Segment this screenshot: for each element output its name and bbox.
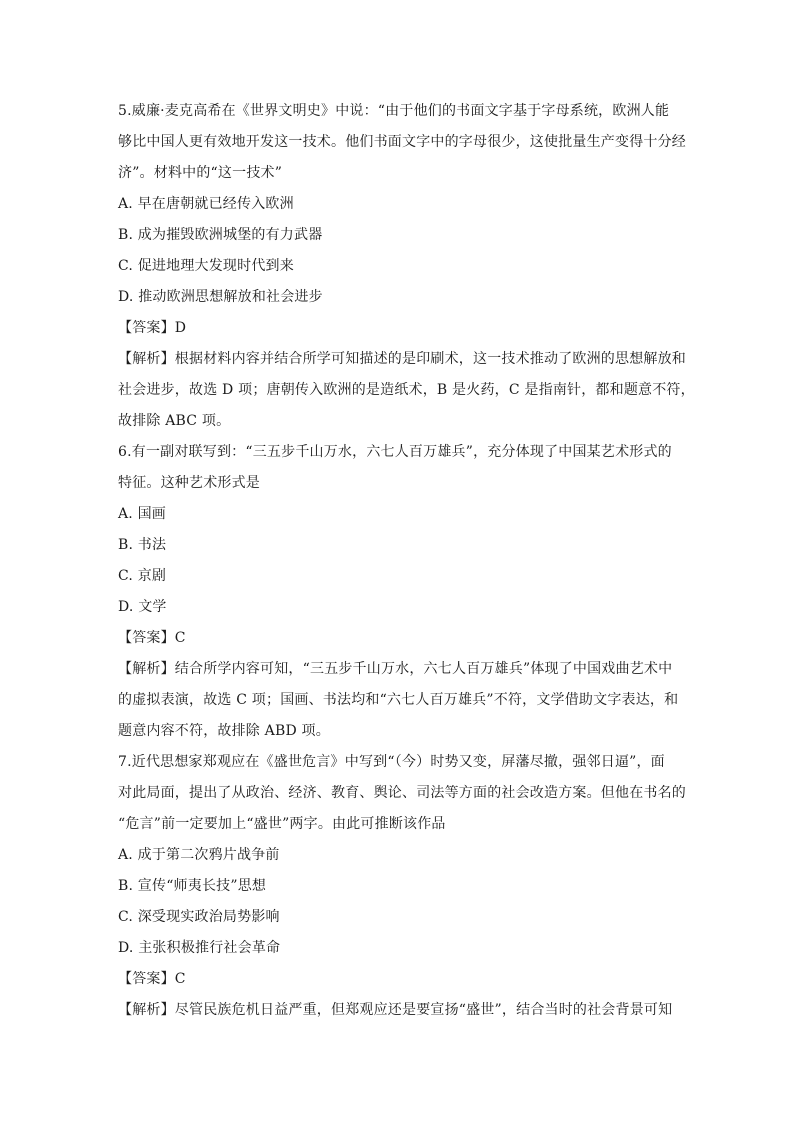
option-b: B. 书法	[118, 537, 167, 553]
option-a: A. 早在唐朝就已经传入欧洲	[118, 196, 294, 212]
option-a: A. 成于第二次鸦片战争前	[118, 847, 280, 863]
question-stem-line: 够比中国人更有效地开发这一技术。他们书面文字中的字母很少，这使批量生产变得十分经	[118, 134, 686, 150]
question-7	[118, 747, 686, 1026]
analysis-line: 【解析】结合所学内容可知，“三五步千山万水，六七人百万雄兵”体现了中国戏曲艺术中	[118, 661, 673, 677]
question-5	[118, 96, 695, 437]
analysis-line: 故排除 ABC 项。	[118, 413, 231, 429]
answer-line: 【答案】D	[118, 320, 187, 336]
option-d: D. 推动欧洲思想解放和社会进步	[118, 289, 323, 305]
question-stem-line: 对此局面，提出了从政治、经济、教育、舆论、司法等方面的社会改造方案。但他在书名的	[118, 785, 686, 801]
analysis-line: 【解析】根据材料内容并结合所学可知描述的是印刷术，这一技术推动了欧洲的思想解放和	[118, 351, 686, 367]
document-page	[118, 96, 695, 1026]
option-b: B. 宣传“师夷长技”思想	[118, 878, 267, 894]
question-stem-line: 7.近代思想家郑观应在《盛世危言》中写到“（今）时势又变，屏藩尽撤，强邻日逼”，面	[118, 754, 665, 770]
option-b: B. 成为摧毁欧洲城堡的有力武器	[118, 227, 323, 243]
question-6	[118, 437, 678, 747]
option-a: A. 国画	[118, 506, 167, 522]
question-stem-line: 5.威廉·麦克高希在《世界文明史》中说：“由于他们的书面文字基于字母系统，欧洲人能	[118, 103, 670, 119]
question-stem-line: “危言”前一定要加上“盛世”两字。由此可推断该作品	[118, 816, 446, 832]
analysis-line: 【解析】尽管民族危机日益严重，但郑观应还是要宣扬“盛世”，结合当时的社会背景可知	[118, 1002, 673, 1018]
analysis-line: 题意内容不符，故排除 ABD 项。	[118, 723, 330, 739]
analysis-line: 的虚拟表演，故选 C 项；国画、书法均和“六七人百万雄兵”不符，文学借助文字表达，和	[118, 692, 679, 708]
answer-line: 【答案】C	[118, 630, 186, 646]
option-c: C. 深受现实政治局势影响	[118, 909, 280, 925]
analysis-line: 社会进步，故选 D 项；唐朝传入欧洲的是造纸术，B 是火药，C 是指南针，都和题意不符，	[118, 382, 695, 398]
option-d: D. 文学	[118, 599, 167, 615]
option-c: C. 促进地理大发现时代到来	[118, 258, 294, 274]
question-stem-line: 济”。材料中的“这一技术”	[118, 165, 283, 181]
answer-line: 【答案】C	[118, 971, 186, 987]
option-c: C. 京剧	[118, 568, 167, 584]
question-stem-line: 6.有一副对联写到：“三五步千山万水，六七人百万雄兵”，充分体现了中国某艺术形式的	[118, 444, 672, 460]
question-stem-line: 特征。这种艺术形式是	[118, 475, 260, 491]
option-d: D. 主张积极推行社会革命	[118, 940, 281, 956]
